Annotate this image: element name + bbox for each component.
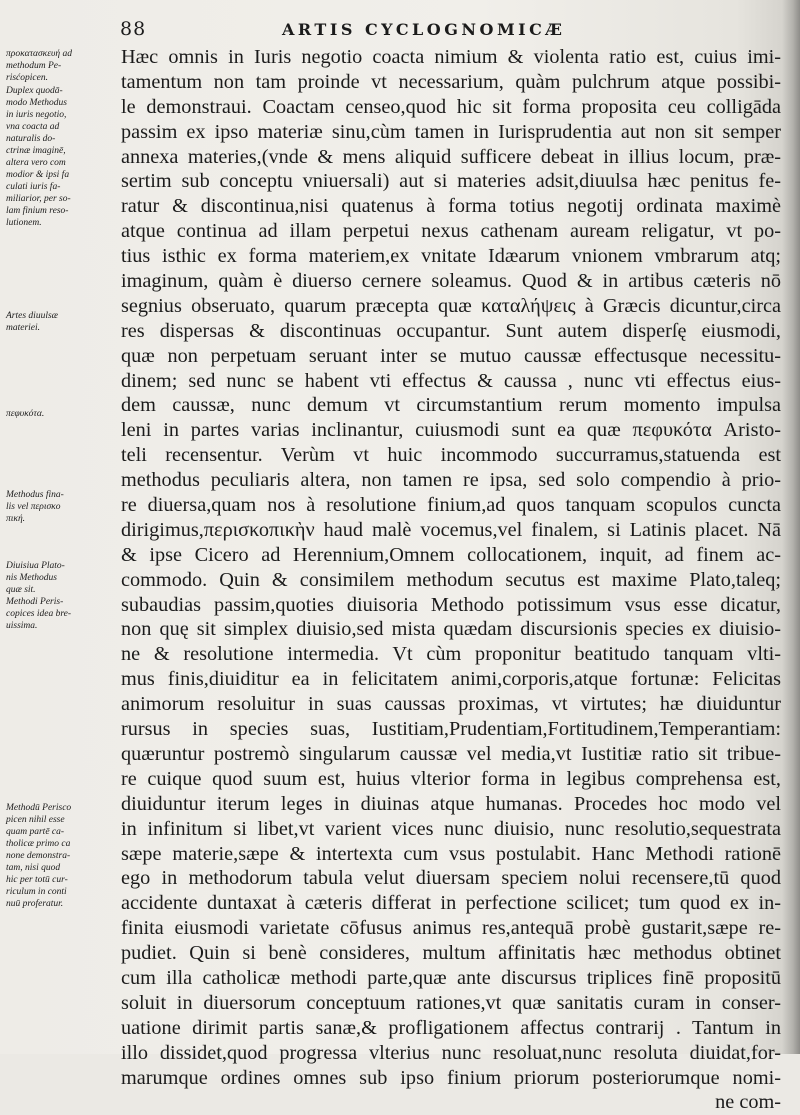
page-number: 88	[120, 18, 147, 40]
text-line: leni in partes varias inclinantur, cuiusmodi sunt ea quæ πεφυκότα Aristo-	[121, 419, 781, 442]
marginal-note: προκατασκευή ad methodum Pe- risćopicen.	[6, 49, 72, 83]
marginal-note: Artes diuulsæ materiei.	[6, 311, 58, 333]
running-title: ARTIS CYCLOGNOMICÆ	[282, 20, 566, 39]
text-line: dinem; sed nunc se habent vti effectus & caussa , nunc vti effectus eius-	[121, 369, 781, 392]
marginal-note: Duplex quodā- modo Methodus in iuris negotio, vna coacta ad naturalis do- ctrinæ imaginē, altera vero com modior & ipsi fa culati iuris fa- miliarior, per so- lam finium reso- lutionem.	[6, 86, 71, 228]
text-line: sertim sub conceptu vniuersali) aut si materies adsit,diuulsa hæc penitus fe-	[121, 170, 781, 193]
text-line: le demonstraui. Coactam censeo,quod hic sit forma proposita ceu colligāda	[121, 95, 781, 118]
marginal-note: Methodū Perisco picen nihil esse quam partē ca- tholicæ primo ca none demonstra- tam, nisi quod hic per totū cur- riculum in conti nuū proferatur.	[6, 803, 72, 909]
marginal-note: Diuisiua Plato- nis Methodus quæ sit. Methodi Peris- copices idea bre- uissima.	[6, 561, 72, 631]
text-line: imaginum, quàm è diuerso cernere soleamus. Quod & in artibus cæteris nō	[121, 270, 781, 293]
text-line: quæ non perpetuam seruant inter se mutuo caussæ effectusque necessitu-	[121, 344, 781, 367]
text-line: Hæc omnis in Iuris negotio coacta nimium & violenta ratio est, cuius imi-	[121, 46, 781, 68]
text-line: ne com-	[715, 1091, 781, 1114]
text-line: sæpe materie,sæpe & intertexta cum vsus postulabit. Hanc Methodi rationē	[121, 842, 781, 865]
text-line: mus finis,diuiditur ea in felicitatem animi,corporis,atque fortunæ: Felicitas	[121, 668, 781, 691]
text-line: tius isthic ex forma materiem,ex vnitate Idæarum vnionem vmbrarum atq;	[121, 245, 781, 268]
text-line: ratur & discontinua,nisi quatenus à forma totius negotij ordinata maximè	[121, 195, 781, 218]
body-text	[121, 45, 781, 1115]
text-line: annexa materies,(vnde & mens aliquid sufficere debeat in illius locum, præ-	[121, 145, 781, 168]
text-line: ego in methodorum tabula velut diuersam speciem nolui recensere,tū quod	[121, 867, 781, 890]
running-head	[120, 18, 780, 46]
text-line: animorum resoluitur in suas caussas proximas, vt virtutes; hæ diuiduntur	[121, 693, 781, 716]
text-line: accidente duntaxat à cæteris differat in perfectione scilicet; tum quod ex in-	[121, 892, 781, 915]
text-line: in infinitum si libet,vt varient vices nunc diuisio, nunc resolutio,sequestrata	[121, 817, 781, 840]
text-line: passim ex ipso materiæ sinu,cùm tamen in Iurisprudentia aut non sit semper	[121, 120, 781, 143]
text-line: rursus in species suas, Iustitiam,Prudentiam,Fortitudinem,Temperantiam:	[121, 718, 781, 741]
text-line: quæruntur postremò singularum caussæ vel media,vt Iustitiæ ratio sit tribue-	[121, 742, 781, 765]
text-line: segnius obseruato, quarum præcepta quæ καταλήψεις à Græcis dicuntur,circa	[121, 294, 781, 317]
text-line: finita eiusmodi varietate cōfusus animus res,antequā probè gustarit,sæpe re-	[121, 917, 781, 940]
text-line: methodus peculiaris altera, non tamen re ipsa, sed solo compendio à prio-	[121, 469, 781, 492]
text-line: commodo. Quin & consimilem methodum secutus est maxime Plato,taleq;	[121, 568, 781, 591]
text-line: cum illa catholicæ methodi parte,quæ ante discursus triplices finē propositū	[121, 966, 781, 989]
text-line: non quę sit simplex diuisio,sed mista quædam discursionis species ex diuisio-	[121, 618, 781, 641]
marginal-note: πεφυκότα.	[6, 409, 45, 419]
marginal-note: Methodus fina- lis vel περισκο πική.	[6, 490, 64, 524]
text-line: pudiet. Quin si benè consideres, multum affinitatis hæc methodus obtinet	[121, 942, 781, 965]
page-gutter-shadow	[782, 0, 800, 1054]
text-line: dem caussæ, nunc demum vt circumstantium rerum momento impulsa	[121, 394, 781, 417]
text-line: illo dissidet,quod progressa vlterius nunc resoluat,nunc resoluta diuidat,for-	[121, 1041, 781, 1064]
text-line: re cuique quod suum est, huius vlterior forma in legibus comprehensa est,	[121, 767, 781, 790]
text-line: atque continua ad illam perpetui nexus cathenam auream religatur, vt po-	[121, 220, 781, 243]
text-line: res dispersas & discontinuas occupantur. Sunt autem disperſę eiusmodi,	[121, 319, 781, 342]
text-line: uatione dirimit partis sanæ,& profligationem affectus contrarij . Tantum in	[121, 1016, 781, 1039]
text-line: subaudias passim,quoties diuisoria Methodo potissimum vsus esse dicatur,	[121, 593, 781, 616]
text-line: re diuersa,quam nos à resolutione finium,ad quos tanquam scopulos cuncta	[121, 494, 781, 517]
text-line: marumque ordines omnes sub ipso finium priorum posteriorumque nomi-	[121, 1066, 781, 1089]
text-line: teli recensentur. Verùm vt huic incommodo succurramus,statuenda est	[121, 444, 781, 467]
text-line: tamentum non tam proinde vt necessarium, quàm pulchrum atque possibi-	[121, 70, 781, 93]
text-line: soluit in diuersorum conceptuum rationes,vt quæ sanitatis curam in conser-	[121, 991, 781, 1014]
text-line: & ipse Cicero ad Herennium,Omnem collocationem, inquit, ad finem ac-	[121, 543, 781, 566]
text-line: ne & resolutione intermedia. Vt cùm proponitur beatitudo tanquam vlti-	[121, 643, 781, 666]
text-line: diuiduntur iterum leges in diuinas atque humanas. Procedes hoc modo vel	[121, 792, 781, 815]
text-line: dirigimus,περισκοπικὴν haud malè vocemus,vel finalem, si Latinis placet. Nā	[121, 518, 781, 541]
